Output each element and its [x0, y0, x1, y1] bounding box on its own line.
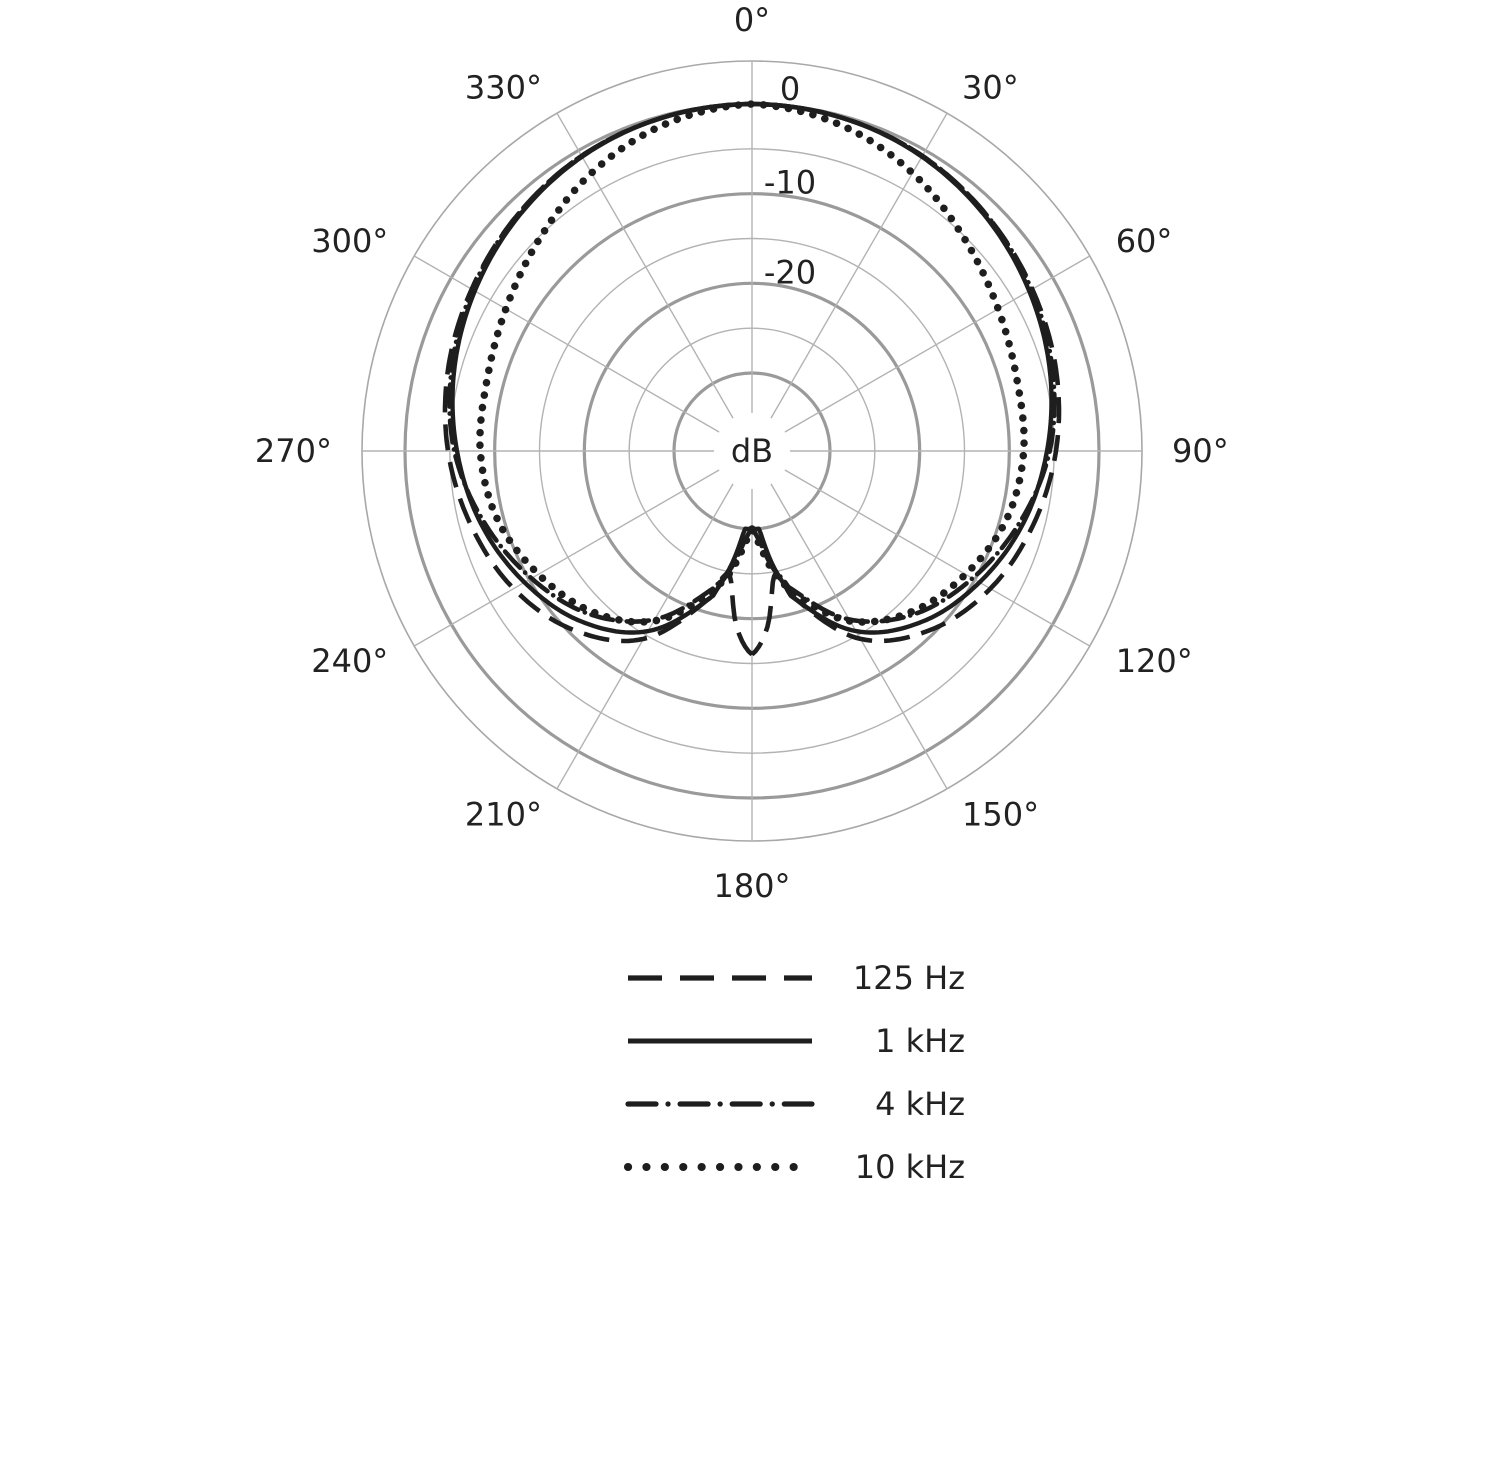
unit-label: dB: [730, 432, 774, 470]
grid-spoke-240: [414, 470, 719, 646]
legend-label: 10 kHz: [854, 1148, 965, 1186]
angle-label: 60°: [1115, 222, 1173, 260]
legend-label: 4 kHz: [875, 1085, 965, 1123]
angle-label: 300°: [311, 222, 389, 260]
radial-label: 0: [779, 70, 801, 108]
angle-label: 120°: [1115, 642, 1193, 680]
angle-label: 0°: [733, 1, 771, 39]
angle-label: 330°: [464, 68, 542, 107]
radial-label: -20: [763, 253, 817, 292]
legend-label: 1 kHz: [875, 1022, 965, 1060]
legend: [628, 959, 965, 1186]
angle-label: 210°: [464, 795, 542, 834]
radial-label: -10: [763, 163, 817, 202]
legend-label: 125 Hz: [852, 959, 965, 997]
angle-label: 270°: [254, 432, 332, 470]
angle-label: 150°: [962, 795, 1040, 834]
polar-labels: [255, 1, 1229, 905]
angle-label: 240°: [311, 642, 389, 680]
angle-label: 30°: [962, 68, 1019, 107]
angle-label: 90°: [1172, 432, 1229, 470]
angle-label: 180°: [713, 867, 791, 905]
grid-spoke-330: [557, 113, 733, 418]
